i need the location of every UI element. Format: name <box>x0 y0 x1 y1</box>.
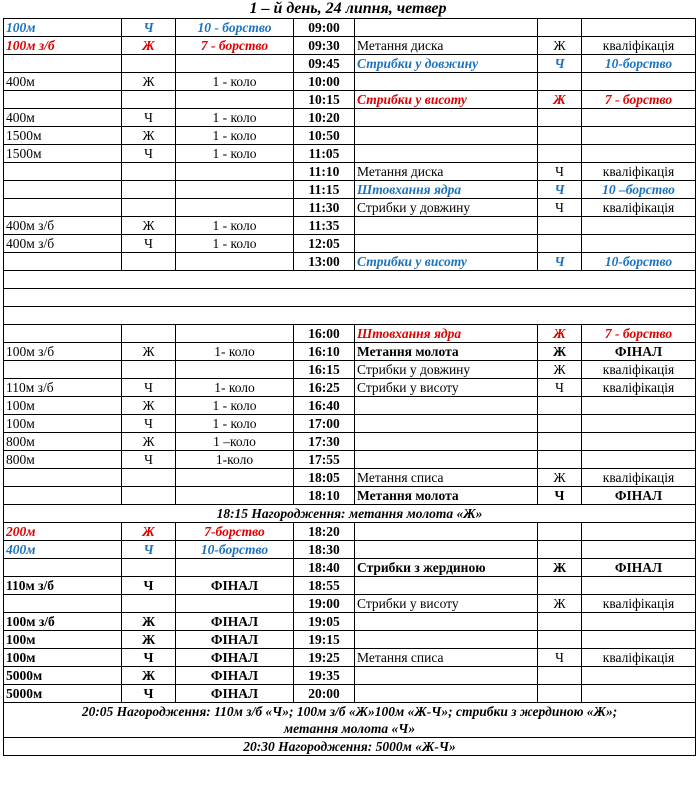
track-round: 1 - коло <box>176 145 294 163</box>
start-time: 19:00 <box>294 595 355 613</box>
field-gender <box>538 217 582 235</box>
field-gender <box>538 613 582 631</box>
schedule-row <box>4 19 696 37</box>
track-gender <box>122 163 176 181</box>
field-event <box>355 217 538 235</box>
schedule-row <box>4 379 696 397</box>
track-event: 100м <box>4 631 122 649</box>
track-event: 5000м <box>4 667 122 685</box>
schedule-row <box>4 73 696 91</box>
track-round <box>176 181 294 199</box>
field-gender <box>538 451 582 469</box>
track-round: 1 - коло <box>176 217 294 235</box>
field-gender: Ч <box>538 487 582 505</box>
award-text: 18:15 Нагородження: метання молота «Ж» <box>4 505 696 523</box>
schedule-row <box>4 325 696 343</box>
track-gender <box>122 91 176 109</box>
field-round <box>582 451 696 469</box>
track-round: 1 –коло <box>176 433 294 451</box>
award-text: 20:30 Нагородження: 5000м «Ж-Ч» <box>4 738 696 756</box>
start-time: 18:55 <box>294 577 355 595</box>
track-event: 100м <box>4 649 122 667</box>
field-event: Метання диска <box>355 163 538 181</box>
schedule-row <box>4 631 696 649</box>
field-round: кваліфікація <box>582 37 696 55</box>
track-gender: Ч <box>122 451 176 469</box>
field-event: Метання молота <box>355 343 538 361</box>
start-time: 17:55 <box>294 451 355 469</box>
track-event: 100м з/б <box>4 37 122 55</box>
schedule-row <box>4 181 696 199</box>
field-event <box>355 523 538 541</box>
track-gender: Ч <box>122 19 176 37</box>
start-time: 09:30 <box>294 37 355 55</box>
schedule-table <box>3 18 696 756</box>
track-gender <box>122 487 176 505</box>
field-round: кваліфікація <box>582 199 696 217</box>
field-round <box>582 685 696 703</box>
track-round: ФІНАЛ <box>176 667 294 685</box>
start-time: 10:15 <box>294 91 355 109</box>
field-round: кваліфікація <box>582 163 696 181</box>
field-gender <box>538 73 582 91</box>
track-gender: Ч <box>122 235 176 253</box>
start-time: 18:40 <box>294 559 355 577</box>
field-round <box>582 235 696 253</box>
field-round: 7 - борство <box>582 91 696 109</box>
track-event <box>4 91 122 109</box>
track-event <box>4 469 122 487</box>
track-event: 100м <box>4 397 122 415</box>
track-round: 1- коло <box>176 379 294 397</box>
track-round <box>176 325 294 343</box>
track-event: 800м <box>4 433 122 451</box>
field-round <box>582 127 696 145</box>
field-gender: Ж <box>538 91 582 109</box>
field-gender <box>538 415 582 433</box>
field-gender <box>538 109 582 127</box>
field-round <box>582 541 696 559</box>
schedule-row <box>4 235 696 253</box>
track-round <box>176 469 294 487</box>
field-round <box>582 631 696 649</box>
track-round <box>176 199 294 217</box>
start-time: 13:00 <box>294 253 355 271</box>
track-event: 110м з/б <box>4 379 122 397</box>
start-time: 16:15 <box>294 361 355 379</box>
schedule-row <box>4 523 696 541</box>
track-gender <box>122 253 176 271</box>
field-round <box>582 397 696 415</box>
track-gender <box>122 469 176 487</box>
track-gender <box>122 181 176 199</box>
field-event <box>355 433 538 451</box>
track-round: 1 - коло <box>176 127 294 145</box>
schedule-row <box>4 127 696 145</box>
track-event: 1500м <box>4 145 122 163</box>
field-gender <box>538 523 582 541</box>
field-event: Стрибки у довжину <box>355 199 538 217</box>
schedule-row <box>4 199 696 217</box>
field-event: Метання списа <box>355 469 538 487</box>
track-event: 400м <box>4 541 122 559</box>
track-event <box>4 253 122 271</box>
field-event <box>355 19 538 37</box>
field-round: кваліфікація <box>582 379 696 397</box>
schedule-row <box>4 685 696 703</box>
track-round: 7 - борство <box>176 37 294 55</box>
award-line: 20:05 Нагородження: 110м з/б «Ч»; 100м з/б «Ж»100м «Ж-Ч»; стрибки з жердиною «Ж»; <box>81 704 618 719</box>
track-gender <box>122 559 176 577</box>
track-gender <box>122 55 176 73</box>
start-time: 18:20 <box>294 523 355 541</box>
track-gender: Ж <box>122 523 176 541</box>
field-gender <box>538 127 582 145</box>
schedule-row <box>4 37 696 55</box>
field-event <box>355 73 538 91</box>
field-round <box>582 145 696 163</box>
field-gender <box>538 19 582 37</box>
track-round <box>176 55 294 73</box>
start-time: 11:35 <box>294 217 355 235</box>
start-time: 17:30 <box>294 433 355 451</box>
track-gender: Ч <box>122 145 176 163</box>
start-time: 17:00 <box>294 415 355 433</box>
track-event <box>4 199 122 217</box>
field-round: ФІНАЛ <box>582 343 696 361</box>
field-event: Стрибки з жердиною <box>355 559 538 577</box>
field-event <box>355 397 538 415</box>
start-time: 11:30 <box>294 199 355 217</box>
track-round: ФІНАЛ <box>176 577 294 595</box>
field-gender <box>538 235 582 253</box>
track-round: 1-коло <box>176 451 294 469</box>
track-gender: Ч <box>122 577 176 595</box>
start-time: 10:20 <box>294 109 355 127</box>
start-time: 19:15 <box>294 631 355 649</box>
track-round: 1- коло <box>176 343 294 361</box>
start-time: 11:10 <box>294 163 355 181</box>
field-gender <box>538 541 582 559</box>
field-gender: Ч <box>538 55 582 73</box>
track-gender: Ж <box>122 343 176 361</box>
field-gender <box>538 397 582 415</box>
track-round <box>176 361 294 379</box>
field-round <box>582 523 696 541</box>
schedule-row <box>4 109 696 127</box>
track-gender: Ж <box>122 667 176 685</box>
blank-row <box>4 307 696 325</box>
award-line: метання молота «Ч» <box>283 721 416 736</box>
start-time: 18:05 <box>294 469 355 487</box>
track-gender: Ж <box>122 397 176 415</box>
field-round: кваліфікація <box>582 649 696 667</box>
field-event: Штовхання ядра <box>355 181 538 199</box>
field-gender <box>538 667 582 685</box>
field-event <box>355 415 538 433</box>
track-round: ФІНАЛ <box>176 613 294 631</box>
start-time: 20:00 <box>294 685 355 703</box>
start-time: 16:40 <box>294 397 355 415</box>
track-gender: Ч <box>122 415 176 433</box>
track-round <box>176 487 294 505</box>
field-gender: Ж <box>538 361 582 379</box>
track-gender: Ч <box>122 685 176 703</box>
track-round: ФІНАЛ <box>176 631 294 649</box>
track-event: 400м <box>4 73 122 91</box>
schedule-row <box>4 361 696 379</box>
track-gender: Ж <box>122 37 176 55</box>
field-gender <box>538 685 582 703</box>
field-gender <box>538 145 582 163</box>
track-event <box>4 55 122 73</box>
track-round: 1 - коло <box>176 397 294 415</box>
schedule-row <box>4 649 696 667</box>
track-gender: Ж <box>122 217 176 235</box>
field-event <box>355 631 538 649</box>
field-round: ФІНАЛ <box>582 559 696 577</box>
field-event <box>355 127 538 145</box>
track-gender: Ж <box>122 631 176 649</box>
schedule-row <box>4 91 696 109</box>
field-event <box>355 667 538 685</box>
schedule-row <box>4 55 696 73</box>
field-gender: Ч <box>538 379 582 397</box>
track-event: 400м з/б <box>4 235 122 253</box>
track-round: 1 - коло <box>176 235 294 253</box>
field-round: 7 - борство <box>582 325 696 343</box>
track-round: 1 - коло <box>176 73 294 91</box>
field-round <box>582 433 696 451</box>
track-round <box>176 91 294 109</box>
field-round <box>582 415 696 433</box>
field-gender: Ж <box>538 469 582 487</box>
track-event: 5000м <box>4 685 122 703</box>
blank-row <box>4 289 696 307</box>
field-gender: Ч <box>538 181 582 199</box>
track-round: 7-борство <box>176 523 294 541</box>
track-round <box>176 559 294 577</box>
start-time: 19:05 <box>294 613 355 631</box>
blank-row <box>4 271 696 289</box>
track-event: 400м <box>4 109 122 127</box>
track-event: 100м <box>4 19 122 37</box>
field-round <box>582 613 696 631</box>
track-gender: Ж <box>122 613 176 631</box>
schedule-row <box>4 253 696 271</box>
track-event <box>4 487 122 505</box>
start-time: 16:10 <box>294 343 355 361</box>
track-round <box>176 595 294 613</box>
track-gender: Ж <box>122 433 176 451</box>
field-gender <box>538 433 582 451</box>
schedule-row <box>4 559 696 577</box>
track-event: 110м з/б <box>4 577 122 595</box>
track-event <box>4 595 122 613</box>
field-event: Стрибки у довжину <box>355 361 538 379</box>
start-time: 10:50 <box>294 127 355 145</box>
field-gender: Ч <box>538 163 582 181</box>
track-event <box>4 181 122 199</box>
field-round <box>582 217 696 235</box>
track-round: ФІНАЛ <box>176 649 294 667</box>
field-event <box>355 235 538 253</box>
field-gender <box>538 631 582 649</box>
track-gender: Ж <box>122 127 176 145</box>
field-event <box>355 109 538 127</box>
track-gender <box>122 199 176 217</box>
track-event: 100м <box>4 415 122 433</box>
track-event <box>4 559 122 577</box>
start-time: 11:15 <box>294 181 355 199</box>
start-time: 12:05 <box>294 235 355 253</box>
schedule-row <box>4 415 696 433</box>
track-round: 1 - коло <box>176 415 294 433</box>
track-gender <box>122 595 176 613</box>
field-round: 10-борство <box>582 253 696 271</box>
field-round: кваліфікація <box>582 469 696 487</box>
award-row <box>4 738 696 756</box>
field-round <box>582 19 696 37</box>
award-row <box>4 703 696 738</box>
track-gender <box>122 325 176 343</box>
field-gender: Ж <box>538 343 582 361</box>
field-round: кваліфікація <box>582 595 696 613</box>
field-event: Метання молота <box>355 487 538 505</box>
field-gender <box>538 577 582 595</box>
schedule-row <box>4 595 696 613</box>
field-event: Метання списа <box>355 649 538 667</box>
schedule-row <box>4 397 696 415</box>
field-event <box>355 685 538 703</box>
field-round: 10 –борство <box>582 181 696 199</box>
field-gender: Ч <box>538 253 582 271</box>
schedule-row <box>4 163 696 181</box>
field-round: ФІНАЛ <box>582 487 696 505</box>
field-event: Метання диска <box>355 37 538 55</box>
start-time: 09:45 <box>294 55 355 73</box>
track-gender: Ч <box>122 541 176 559</box>
track-round: 10 - борство <box>176 19 294 37</box>
track-event <box>4 325 122 343</box>
track-gender: Ч <box>122 109 176 127</box>
field-event <box>355 451 538 469</box>
field-round <box>582 73 696 91</box>
schedule-row <box>4 433 696 451</box>
track-gender: Ж <box>122 73 176 91</box>
field-round: кваліфікація <box>582 361 696 379</box>
schedule-row <box>4 217 696 235</box>
field-event: Стрибки у висоту <box>355 379 538 397</box>
field-event: Стрибки у висоту <box>355 253 538 271</box>
track-event: 100м з/б <box>4 613 122 631</box>
field-event: Стрибки у висоту <box>355 91 538 109</box>
track-round: 1 - коло <box>176 109 294 127</box>
track-gender <box>122 361 176 379</box>
schedule-row <box>4 469 696 487</box>
track-round <box>176 253 294 271</box>
track-event: 100м з/б <box>4 343 122 361</box>
start-time: 10:00 <box>294 73 355 91</box>
schedule-row <box>4 577 696 595</box>
start-time: 09:00 <box>294 19 355 37</box>
field-event <box>355 613 538 631</box>
track-round <box>176 163 294 181</box>
award-row <box>4 505 696 523</box>
field-gender: Ж <box>538 37 582 55</box>
field-gender: Ч <box>538 199 582 217</box>
field-round: 10-борство <box>582 55 696 73</box>
start-time: 18:10 <box>294 487 355 505</box>
field-event: Стрибки у висоту <box>355 595 538 613</box>
field-round <box>582 109 696 127</box>
field-round <box>582 577 696 595</box>
schedule-row <box>4 145 696 163</box>
schedule-row <box>4 541 696 559</box>
start-time: 19:25 <box>294 649 355 667</box>
schedule-row <box>4 487 696 505</box>
track-round: 10-борство <box>176 541 294 559</box>
field-event <box>355 541 538 559</box>
start-time: 16:25 <box>294 379 355 397</box>
field-event: Штовхання ядра <box>355 325 538 343</box>
track-gender: Ч <box>122 379 176 397</box>
field-gender: Ж <box>538 595 582 613</box>
start-time: 16:00 <box>294 325 355 343</box>
page-title: 1 – й день, 24 липня, четвер <box>249 0 447 17</box>
track-event: 1500м <box>4 127 122 145</box>
start-time: 19:35 <box>294 667 355 685</box>
field-round <box>582 667 696 685</box>
schedule-row <box>4 613 696 631</box>
track-gender: Ч <box>122 649 176 667</box>
field-event <box>355 145 538 163</box>
award-text <box>4 703 696 738</box>
schedule-row <box>4 451 696 469</box>
track-event <box>4 361 122 379</box>
start-time: 18:30 <box>294 541 355 559</box>
track-event <box>4 163 122 181</box>
field-gender: Ж <box>538 325 582 343</box>
track-round: ФІНАЛ <box>176 685 294 703</box>
schedule-row <box>4 667 696 685</box>
field-gender: Ж <box>538 559 582 577</box>
start-time: 11:05 <box>294 145 355 163</box>
track-event: 400м з/б <box>4 217 122 235</box>
track-event: 200м <box>4 523 122 541</box>
field-gender: Ч <box>538 649 582 667</box>
schedule-row <box>4 343 696 361</box>
field-event: Стрибки у довжину <box>355 55 538 73</box>
track-event: 800м <box>4 451 122 469</box>
field-event <box>355 577 538 595</box>
